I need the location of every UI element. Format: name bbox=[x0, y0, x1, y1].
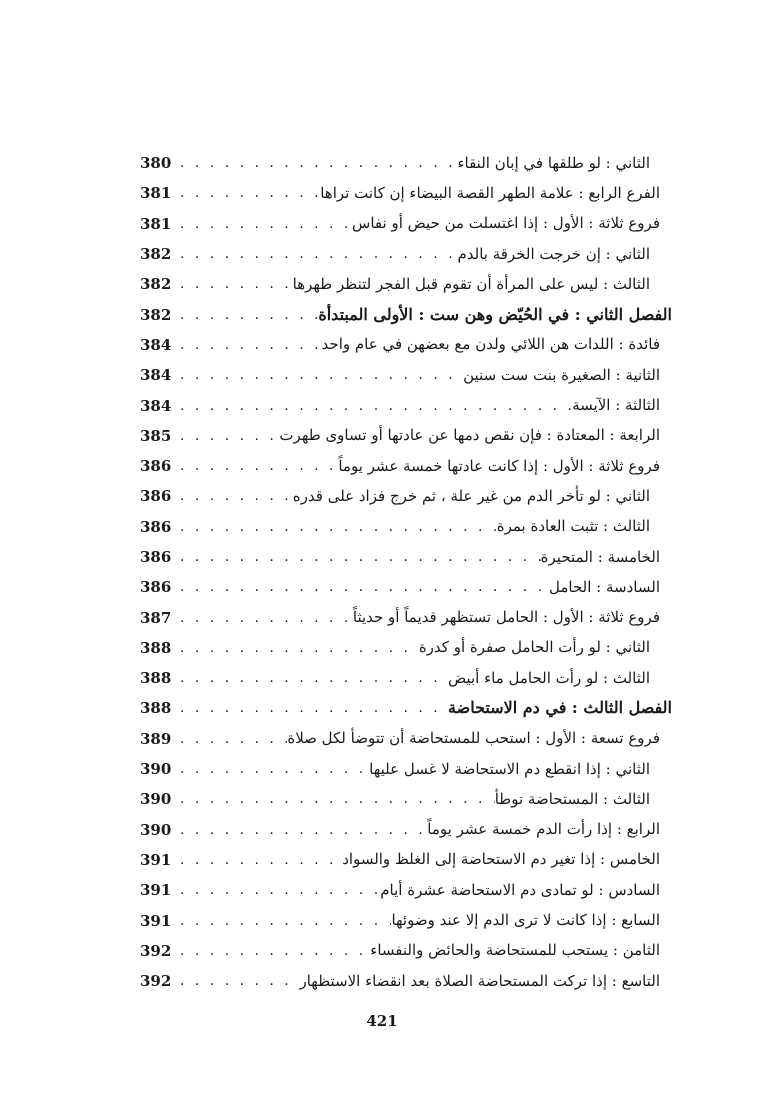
toc-entry bbox=[140, 905, 672, 935]
dot-leader bbox=[174, 913, 391, 929]
entry-page-number: 388 bbox=[140, 638, 172, 657]
entry-title: الثانية : الصغيرة بنت ست سنين bbox=[463, 365, 660, 384]
toc-entry bbox=[140, 360, 672, 390]
entry-page-number: 384 bbox=[140, 335, 172, 354]
entry-title: فائدة : اللدات هن اللائي ولدن مع بعضهن في عام واحد bbox=[321, 335, 660, 354]
toc-entry bbox=[140, 421, 672, 451]
toc-entry bbox=[140, 663, 672, 693]
chapter-title: الفصل الثالث : في دم الاستحاضة bbox=[448, 698, 672, 718]
dot-leader bbox=[174, 398, 572, 414]
entry-title: الثالث : ليس على المرأة أن تقوم قبل الفجر لتنظر طهرها bbox=[292, 274, 650, 293]
entry-title: الخامس : إذا تغير دم الاستحاضة إلى الغلظ والسواد bbox=[342, 850, 660, 869]
table-of-contents bbox=[140, 148, 672, 996]
entry-page-number: 392 bbox=[140, 941, 172, 960]
dot-leader bbox=[174, 943, 370, 959]
entry-page-number: 391 bbox=[140, 850, 172, 869]
entry-page-number: 382 bbox=[140, 275, 172, 294]
entry-title: الثاني : لو رأت الحامل صفرة أو كدرة bbox=[418, 638, 650, 657]
dot-leader bbox=[174, 428, 279, 444]
entry-page-number: 386 bbox=[140, 578, 172, 597]
toc-entry bbox=[140, 936, 672, 966]
toc-entry bbox=[140, 693, 672, 723]
entry-page-number: 389 bbox=[140, 729, 172, 748]
entry-title: فروع ثلاثة : الأول : الحامل تستظهر قديماً أو حديثاً bbox=[352, 608, 660, 627]
dot-leader bbox=[174, 337, 322, 353]
toc-entry bbox=[140, 845, 672, 875]
toc-entry bbox=[140, 754, 672, 784]
toc-entry bbox=[140, 875, 672, 905]
dot-leader bbox=[174, 670, 448, 686]
entry-title: الثالث : لو رأت الحامل ماء أبيض bbox=[448, 668, 650, 687]
dot-leader bbox=[174, 185, 320, 201]
entry-page-number: 386 bbox=[140, 517, 172, 536]
entry-page-number: 388 bbox=[140, 669, 172, 688]
dot-leader bbox=[174, 307, 318, 323]
toc-entry bbox=[140, 602, 672, 632]
toc-entry bbox=[140, 481, 672, 511]
toc-entry bbox=[140, 148, 672, 178]
dot-leader bbox=[174, 367, 463, 383]
toc-entry bbox=[140, 451, 672, 481]
entry-page-number: 386 bbox=[140, 457, 172, 476]
page-number: 421 bbox=[366, 1012, 398, 1030]
dot-leader bbox=[174, 822, 427, 838]
dot-leader bbox=[174, 155, 457, 171]
entry-title: الفرع الرابع : علامة الطهر القصة البيضاء إن كانت تراها bbox=[320, 183, 660, 202]
toc-entry bbox=[140, 330, 672, 360]
dot-leader bbox=[174, 610, 353, 626]
dot-leader bbox=[174, 882, 380, 898]
entry-title: السابع : إذا كانت لا ترى الدم إلا عند وضوئها bbox=[391, 911, 660, 930]
entry-title: الثاني : لو تأخر الدم من غير علة ، ثم خرج فزاد على قدره bbox=[292, 486, 650, 505]
entry-page-number: 380 bbox=[140, 154, 172, 173]
entry-title: الخامسة : المتحيرة bbox=[540, 547, 660, 566]
entry-page-number: 386 bbox=[140, 487, 172, 506]
entry-page-number: 382 bbox=[140, 305, 172, 324]
entry-page-number: 381 bbox=[140, 184, 172, 203]
entry-page-number: 390 bbox=[140, 790, 172, 809]
entry-title: الثامن : يستحب للمستحاضة والحائض والنفساء bbox=[370, 941, 660, 960]
entry-page-number: 384 bbox=[140, 396, 172, 415]
dot-leader bbox=[174, 973, 299, 989]
entry-title: الثالث : المستحاضة توطأ bbox=[494, 789, 650, 808]
dot-leader bbox=[174, 852, 342, 868]
entry-page-number: 384 bbox=[140, 366, 172, 385]
toc-entry bbox=[140, 724, 672, 754]
toc-entry bbox=[140, 815, 672, 845]
entry-title: السادس : لو تمادى دم الاستحاضة عشرة أيام bbox=[380, 880, 660, 899]
entry-page-number: 385 bbox=[140, 426, 172, 445]
dot-leader bbox=[174, 791, 495, 807]
dot-leader bbox=[174, 276, 293, 292]
toc-entry bbox=[140, 966, 672, 996]
entry-title: الرابعة : المعتادة : فإن نقص دمها عن عادتها أو تساوى طهرت bbox=[279, 426, 660, 445]
entry-page-number: 381 bbox=[140, 214, 172, 233]
dot-leader bbox=[174, 216, 352, 232]
dot-leader bbox=[174, 640, 419, 656]
dot-leader bbox=[174, 700, 448, 716]
entry-title: السادسة : الحامل bbox=[549, 577, 660, 596]
entry-title: التاسع : إذا تركت المستحاضة الصلاة بعد انقضاء الاستظهار bbox=[299, 971, 660, 990]
entry-title: الثالث : تثبت العادة بمرة bbox=[496, 517, 650, 536]
entry-title: الثالثة : الآيسة bbox=[572, 396, 660, 415]
entry-page-number: 392 bbox=[140, 972, 172, 991]
entry-title: فروع تسعة : الأول : استحب للمستحاضة أن تتوضأ لكل صلاة bbox=[287, 729, 660, 748]
dot-leader bbox=[174, 549, 541, 565]
toc-entry bbox=[140, 390, 672, 420]
toc-entry bbox=[140, 542, 672, 572]
entry-page-number: 390 bbox=[140, 760, 172, 779]
toc-entry bbox=[140, 784, 672, 814]
toc-entry bbox=[140, 572, 672, 602]
toc-entry bbox=[140, 239, 672, 269]
entry-page-number: 386 bbox=[140, 548, 172, 566]
dot-leader bbox=[174, 731, 287, 747]
dot-leader bbox=[174, 246, 457, 262]
entry-page-number: 382 bbox=[140, 245, 172, 264]
entry-page-number: 391 bbox=[140, 881, 172, 900]
toc-entry bbox=[140, 633, 672, 663]
entry-title: الثاني : إن خرجت الخرقة بالدم bbox=[457, 244, 650, 263]
entry-page-number: 387 bbox=[140, 608, 172, 627]
toc-entry bbox=[140, 178, 672, 208]
toc-entry bbox=[140, 269, 672, 299]
entry-title: فروع ثلاثة : الأول : إذا كانت عادتها خمسة عشر يوماً bbox=[338, 456, 660, 475]
dot-leader bbox=[174, 519, 497, 535]
dot-leader bbox=[174, 761, 369, 777]
entry-title: الثاني : إذا انقطع دم الاستحاضة لا غسل عليها bbox=[369, 759, 650, 778]
entry-title: الرابع : إذا رأت الدم خمسة عشر يوماً bbox=[427, 820, 660, 839]
toc-entry bbox=[140, 512, 672, 542]
toc-entry bbox=[140, 299, 672, 329]
entry-page-number: 391 bbox=[140, 911, 172, 930]
entry-title: الثاني : لو طلقها في إبان النقاء bbox=[457, 153, 650, 172]
entry-title: فروع ثلاثة : الأول : إذا اغتسلت من حيض أو نفاس bbox=[352, 214, 660, 233]
entry-page-number: 388 bbox=[140, 699, 172, 718]
dot-leader bbox=[174, 458, 338, 474]
dot-leader bbox=[174, 488, 293, 504]
dot-leader bbox=[174, 579, 549, 595]
toc-entry bbox=[140, 209, 672, 239]
entry-page-number: 390 bbox=[140, 820, 172, 839]
chapter-title: الفصل الثاني : في الحُيّض وهن ست : الأولى المبتدأة bbox=[318, 304, 672, 324]
